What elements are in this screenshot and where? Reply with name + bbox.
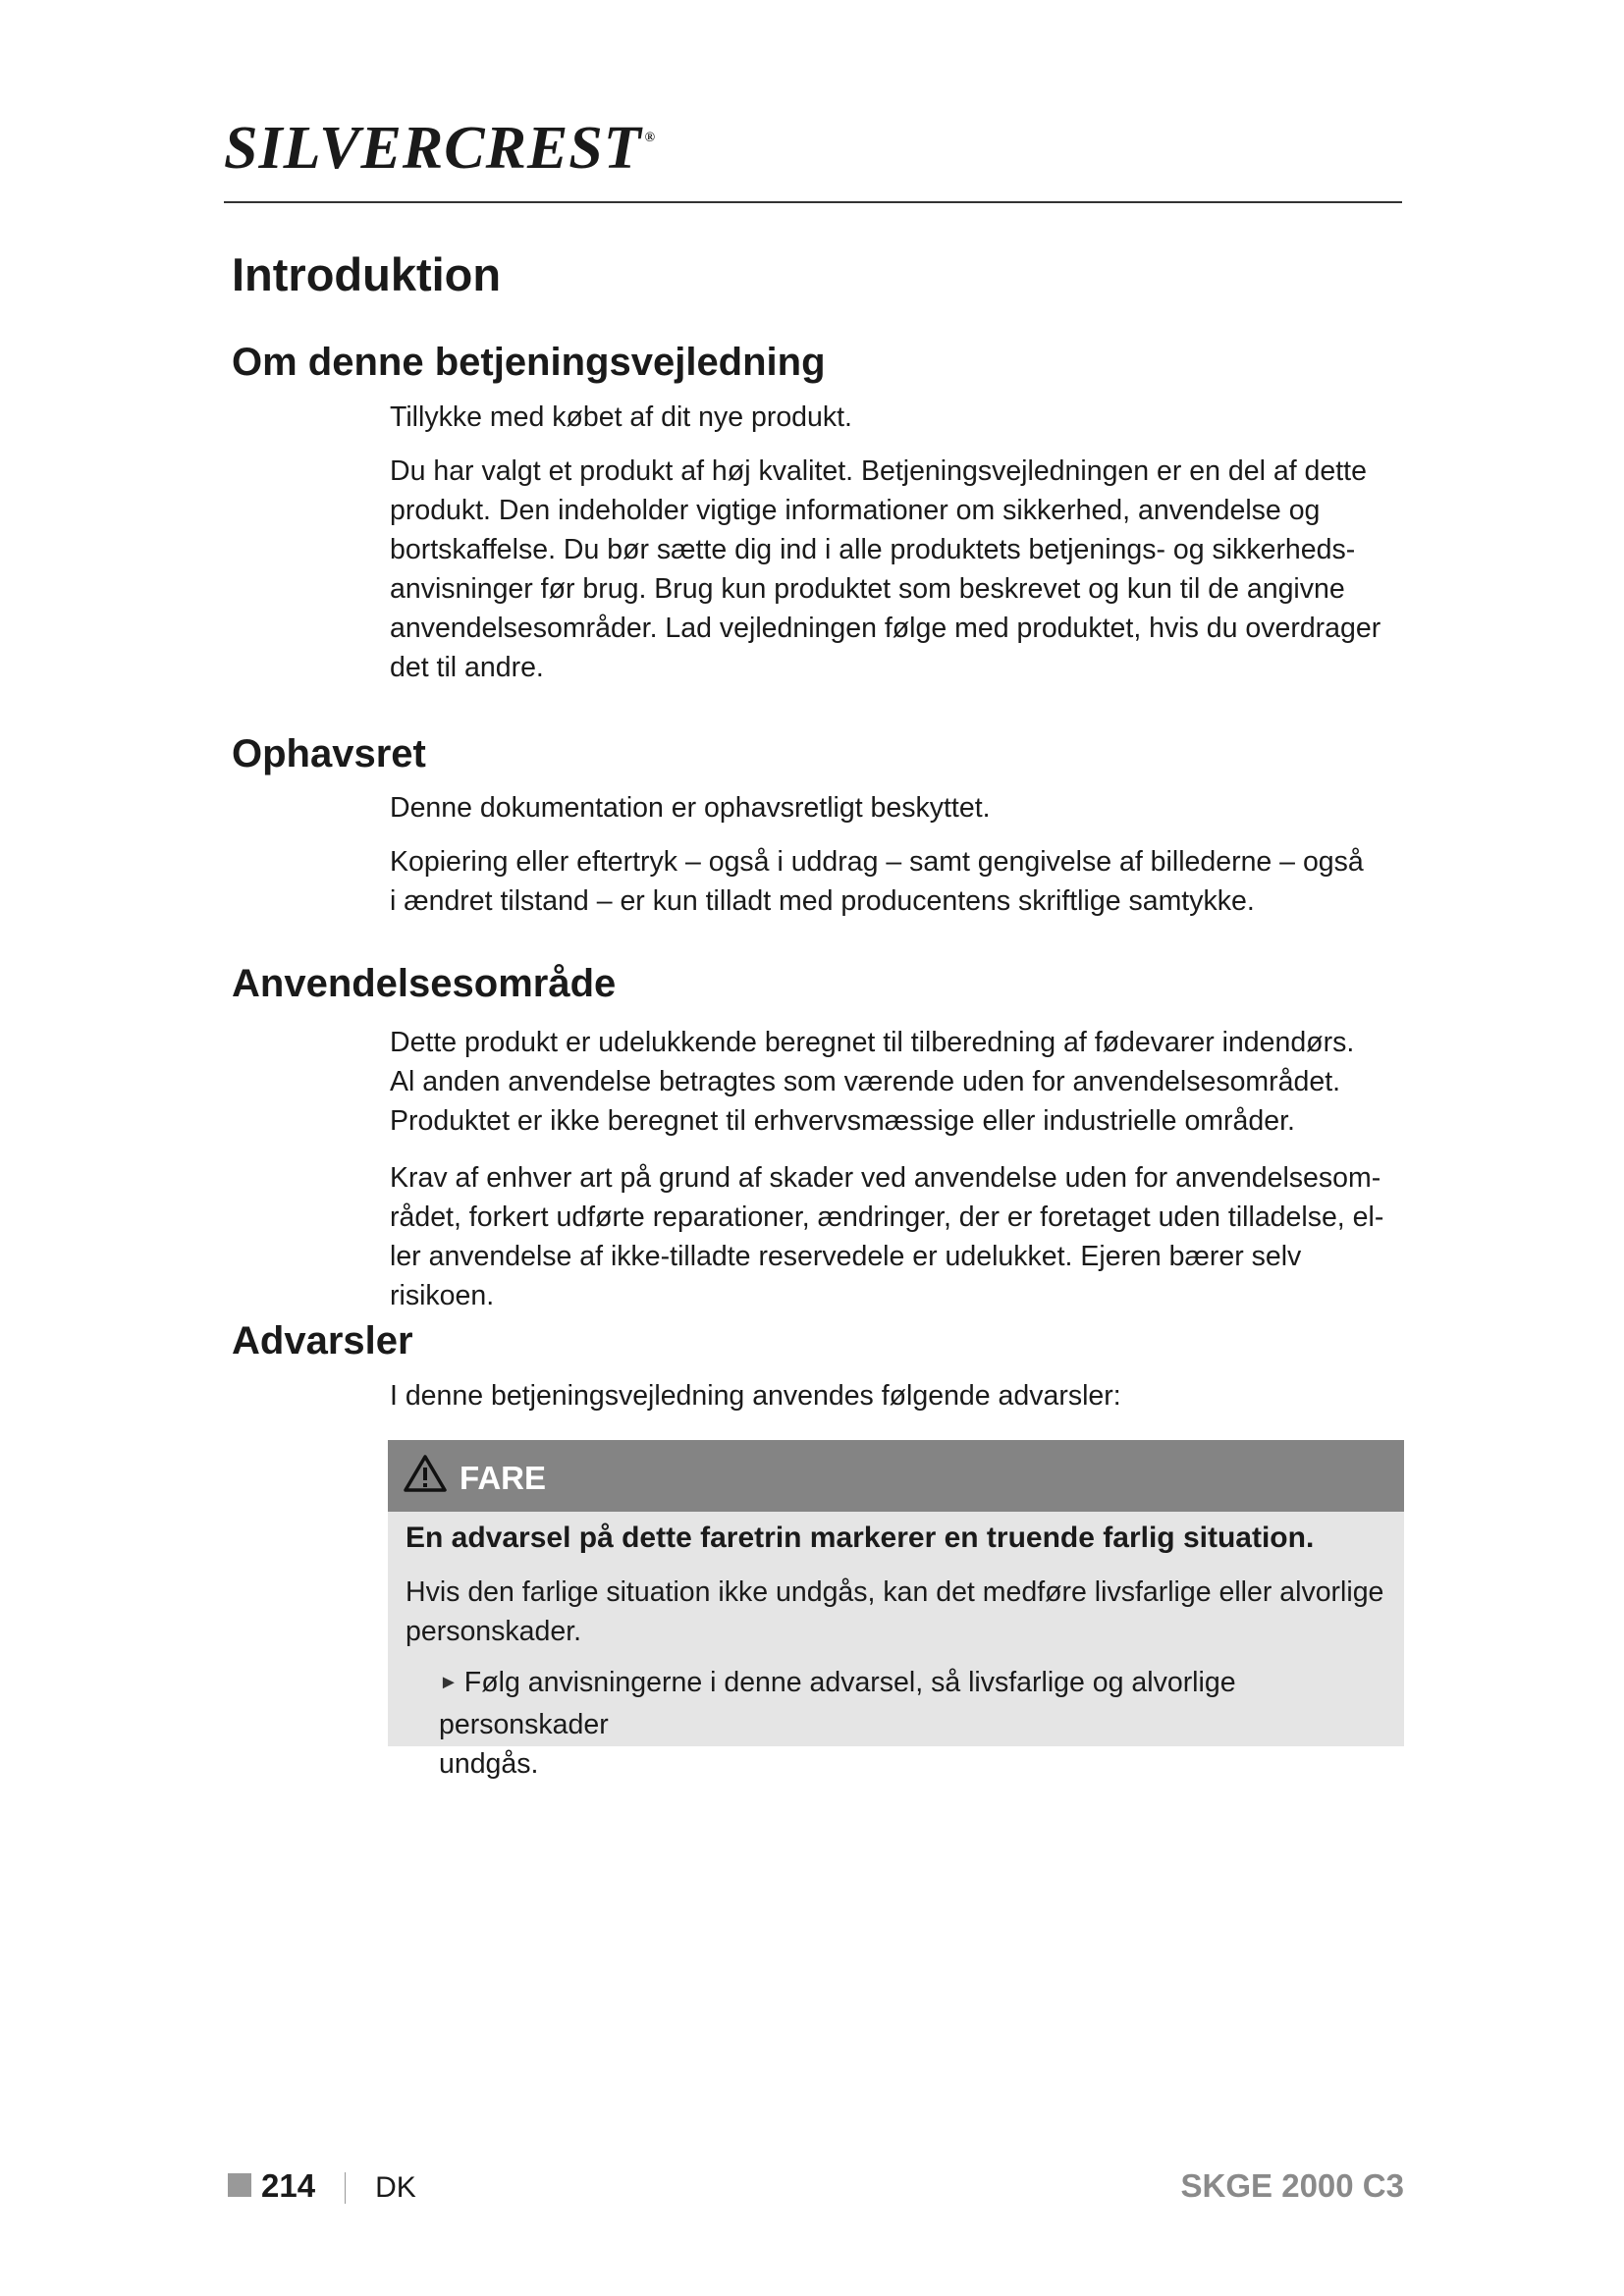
- page-footer: [228, 2166, 416, 2208]
- warning-step: ► Følg anvisningerne i denne advarsel, så livsfarlige og alvorlige personskader undgås.: [439, 1667, 1236, 1780]
- about-paragraph-2: Du har valgt et produkt af høj kvalitet. Betjeningsvejledningen er en del af dette produkt. Den indeholder vigtige informationer om sikkerhed, anvendelse og bortskaffelse. Du bør sætte dig ind i alle produktets betjenings- og sikkerheds- anvisninger før brug. Brug kun produktet som beskrevet og kun til de angivne anvendelsesområder. Lad vejledningen følge med produktet, hvis du overdrager det til andre.: [390, 455, 1381, 683]
- about-paragraph-1: Tillykke med købet af dit nye produkt.: [390, 401, 852, 433]
- brand-logo: [224, 115, 657, 182]
- usage-paragraph-2: Krav af enhver art på grund af skader ved anvendelse uden for anvendelsesom- rådet, forkert udførte reparationer, ændringer, der er foretaget uden tilladelse, el- ler anvendelse af ikke-tilladte reservedele er udelukket. Ejeren bærer selv risikoen.: [390, 1162, 1384, 1311]
- warning-text: Hvis den farlige situation ikke undgås, kan det medføre livsfarlige eller alvorlige personskader.: [406, 1576, 1384, 1647]
- warnings-paragraph-1: I denne betjeningsvejledning anvendes følgende advarsler:: [390, 1380, 1121, 1412]
- language-code: DK: [375, 2171, 416, 2204]
- danger-warning-box: [388, 1440, 1404, 1780]
- warning-header: [388, 1440, 1404, 1512]
- usage-paragraph-1: Dette produkt er udelukkende beregnet til tilberedning af fødevarer indendørs. Al anden anvendelse betragtes som værende uden for anvendelsesområdet. Produktet er ikke beregnet til erhvervsmæssige eller industrielle områder.: [390, 1027, 1355, 1137]
- section-heading-about: Om denne betjeningsvejledning: [232, 341, 826, 384]
- page-number: 214: [261, 2167, 316, 2204]
- footer-divider: [345, 2172, 346, 2204]
- logo-text: SILVERCREST: [224, 115, 642, 182]
- registered-mark: ®: [644, 131, 657, 145]
- section-heading-usage: Anvendelsesområde: [232, 962, 617, 1005]
- page-title: Introduktion: [232, 248, 502, 300]
- section-heading-copyright: Ophavsret: [232, 732, 426, 775]
- warning-bold-text: En advarsel på dette faretrin markerer en truende farlig situation.: [406, 1522, 1315, 1554]
- triangle-right-icon: ►: [439, 1672, 459, 1693]
- model-number: SKGE 2000 C3: [1180, 2167, 1404, 2204]
- copyright-paragraph-2: Kopiering eller eftertryk – også i uddrag – samt gengivelse af billederne – også i ændret tilstand – er kun tilladt med producentens skriftlige samtykke.: [390, 846, 1364, 917]
- header-rule: [224, 201, 1402, 203]
- page-marker-square: [228, 2173, 251, 2197]
- warning-triangle-icon: [404, 1454, 447, 1493]
- warning-label: FARE: [460, 1460, 547, 1496]
- section-heading-warnings: Advarsler: [232, 1319, 413, 1362]
- copyright-paragraph-1: Denne dokumentation er ophavsretligt beskyttet.: [390, 792, 991, 824]
